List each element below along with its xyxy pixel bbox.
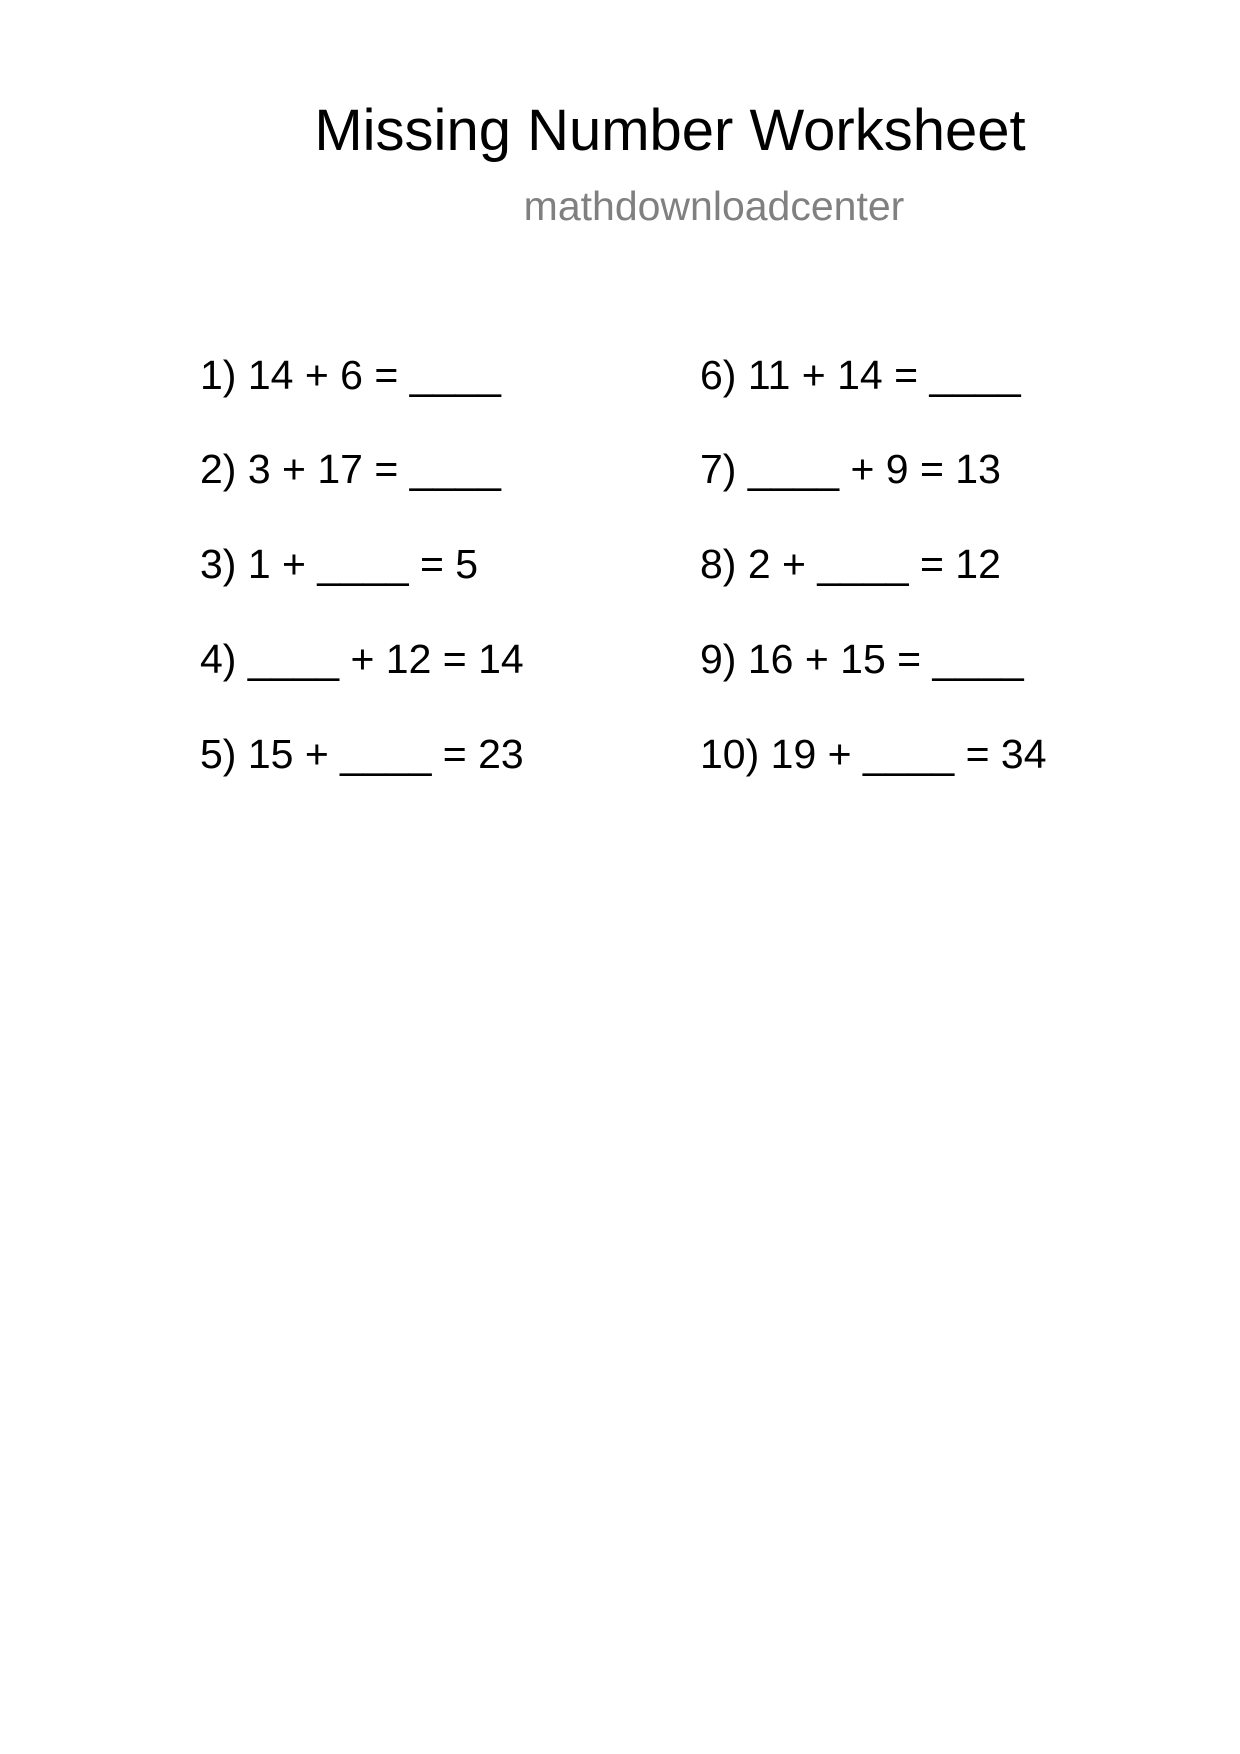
problem-6: 6) 11 + 14 = ____ <box>700 352 1021 398</box>
problem-8: 8) 2 + ____ = 12 <box>700 541 1001 587</box>
problem-9: 9) 16 + 15 = ____ <box>700 636 1024 682</box>
problem-3: 3) 1 + ____ = 5 <box>200 541 479 587</box>
problem-2: 2) 3 + 17 = ____ <box>200 446 501 492</box>
problem-4: 4) ____ + 12 = 14 <box>200 636 524 682</box>
problem-5: 5) 15 + ____ = 23 <box>200 731 524 777</box>
problem-1: 1) 14 + 6 = ____ <box>200 352 501 398</box>
worksheet-subtitle: mathdownloadcenter <box>523 183 905 229</box>
worksheet-title: Missing Number Worksheet <box>314 98 1026 163</box>
problem-10: 10) 19 + ____ = 34 <box>700 731 1047 777</box>
problem-7: 7) ____ + 9 = 13 <box>700 446 1001 492</box>
